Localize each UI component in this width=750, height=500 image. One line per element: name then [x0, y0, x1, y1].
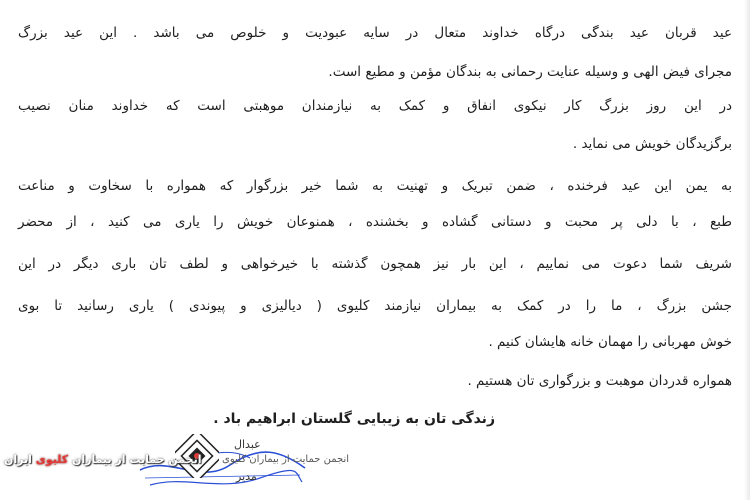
closing-wish: زندگی تان به زیبایی گلستان ابراهیم باد .: [213, 411, 495, 427]
signatory-name: عبدال: [234, 438, 261, 451]
paragraph-2-line-2: برگزیدگان خویش می نماید .: [572, 136, 732, 152]
paragraph-2-line-1: در این روز بزرگ کار نیکوی انفاق و کمک به نیازمندان موهبتی است که خداوند منان نصیب: [18, 98, 732, 114]
page-edge: [744, 0, 750, 500]
paragraph-3-line-2: طبع ، با دلی پر محبت و دستانی گشاده و بخشنده ، همنوعان خویش را یاری می کنید ، از محضر: [18, 214, 732, 230]
site-watermark: [4, 453, 201, 466]
paragraph-3-line-5: خوش مهربانی را مهمان خانه هایشان کنیم .: [488, 334, 732, 350]
stamp-text: انجمن حمایت از بیماران کلیوی: [222, 454, 350, 465]
watermark-accent: کلیوی: [35, 453, 69, 466]
paragraph-3-line-1: به یمن این عید فرخنده ، ضمن تبریک و تهنیت به شما خیر بزرگوار که همواره با سخاوت و مناعت: [18, 178, 732, 194]
paragraph-3-line-3: شریف شما دعوت می نماییم ، این بار نیز همچون گذشته با خیرخواهی و لطف تان باری دیگر در این: [18, 256, 732, 272]
paragraph-1-line-2: مجرای فیض الهی و وسیله عنایت رحمانی به بندگان مؤمن و مطیع است.: [328, 64, 732, 80]
paragraph-3-line-4: جشن بزرگ ، ما را در کمک به بیماران نیازمند کلیوی ( دیالیزی و پیوندی ) یاری رسانید تا بوی: [18, 298, 732, 314]
closing-line: همواره قدردان موهبت و بزرگواری تان هستیم .: [467, 373, 732, 389]
watermark-tail: ایران: [4, 453, 32, 466]
signatory-title: مدیر: [236, 470, 257, 483]
watermark-main: انجمن حمایت از بیماران: [71, 453, 202, 466]
paragraph-1-line-1: عید قربان عید بندگی درگاه خداوند متعال در سایه عبودیت و خلوص می باشد . این عید بزرگ: [18, 25, 732, 41]
